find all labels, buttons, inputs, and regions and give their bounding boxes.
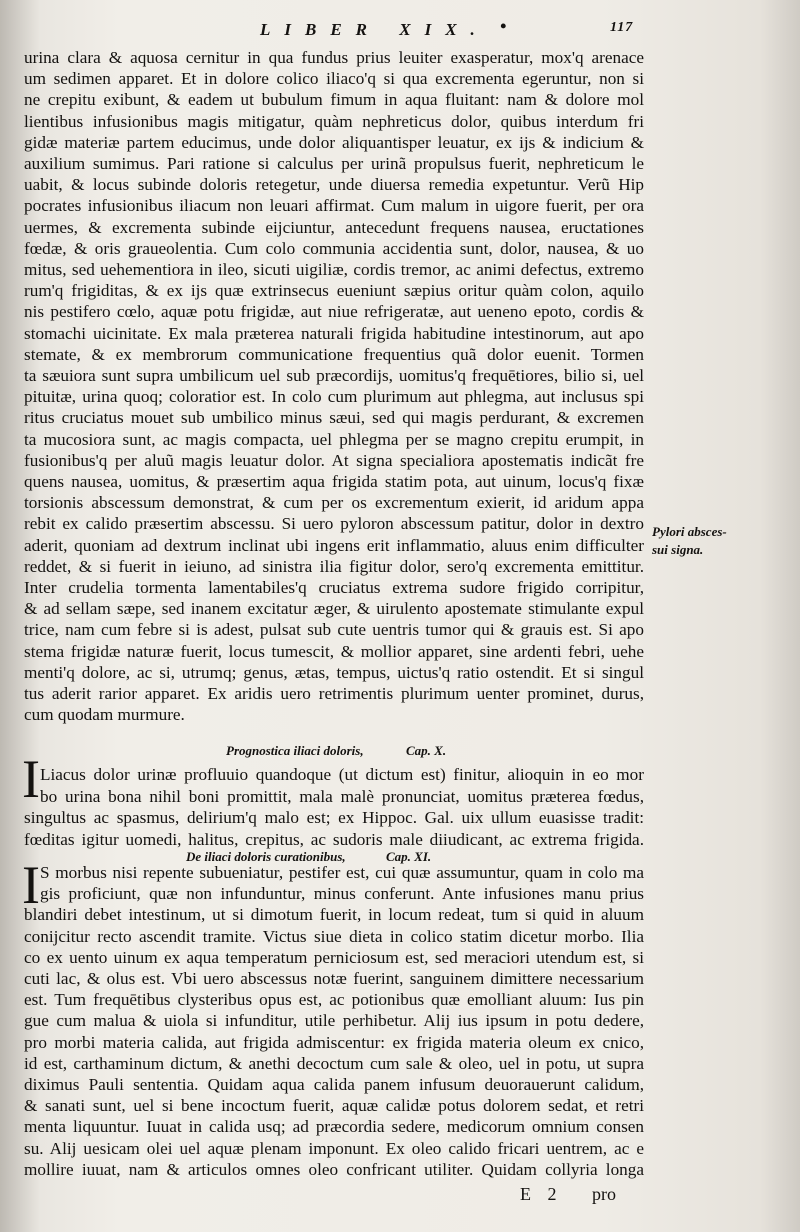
text-line: co ex uento uinum ex aqua temperatum perniciosum est, sed meraciori utendum est, si <box>24 947 644 967</box>
text-line: cum quodam murmure. <box>24 705 185 725</box>
chapter-11-title: De iliaci doloris curationibus, <box>186 849 346 864</box>
text-line: ritus cruciatus mouet sub umbilico minus sæui, sed qui magis perdurant, & excremen <box>24 408 644 428</box>
marginal-note <box>652 523 762 559</box>
text-line: menti'q dolore, ac si, utrumq; genus, ætas, tempus, uictus'q ratio ostendit. Et si singul <box>24 662 644 682</box>
chapter-11-number: Cap. XI. <box>386 849 432 864</box>
text-line: fœdæ, & oris graueolentia. Cum colo communia accidentia sunt, dolor, nausea, & uo <box>24 238 644 258</box>
text-line: S morbus nisi repente subueniatur, pestifer est, cui quæ assumuntur, quam in colo ma <box>40 863 644 882</box>
text-line: pro morbi materia calida, aut frigida admiscentur: ex frigida materia oleum ex cnico, <box>24 1032 644 1052</box>
text-line: stomachi uicinitate. Ex mala præterea naturali frigida habitudine intestinorum, aut apo <box>24 323 644 343</box>
text-line: id est, carthaminum dictum, & anethi decoctum cum sale & oleo, uel in potu, ut supra <box>24 1053 644 1073</box>
chapter-10-heading <box>226 743 526 759</box>
text-line: fusionibus'q per aluũ magis leuatur dolor. At signa specialiora apostematis indicãt fre <box>24 450 644 470</box>
text-line: torsionis abscessum demonstrat, & cum per os excrementum exierit, id aridum appa <box>24 493 644 513</box>
text-line: mollire iuuat, nam & articulos omnes oleo confricant utiliter. Quidam collyria longa <box>24 1159 644 1179</box>
text-line: bo urina bona nihil boni promittit, mala malè pronunciat, uomitus præterea fœdus, <box>40 786 644 806</box>
chapter-10-number: Cap. X. <box>406 743 447 758</box>
text-line: quens nausea, uomitus, & præsertim aqua frigida statim pota, aut uinum, locus'q fixæ <box>24 472 644 491</box>
text-line: uabit, & locus subinde doloris retegetur, unde diuersa remedia expetuntur. Verũ Hip <box>24 175 644 195</box>
text-line: stema frigidæ naturæ fuerit, locus tumescit, & mollior apparet, sine ardenti febri, uehe <box>24 641 644 661</box>
text-line: pituitæ, urina quoq; coloratior est. In colo cum plurimum aut phlegma, aut inclusus spi <box>24 387 644 407</box>
text-line: ne crepitu exibunt, & eadem ut bubulum fimum in aqua fluitant: nam & dolore mol <box>24 90 644 110</box>
text-line: lientibus infusionibus magis mitigatur, quàm nephreticus dolor, quibus interdum fri <box>24 111 644 131</box>
text-line: gue cum malua & uiola si infunditur, utile perhibetur. Alij ius ipsum in potu dedere, <box>24 1011 644 1031</box>
text-line: urina clara & aquosa cernitur in qua fundus prius leuiter exasperatur, mox'q arenace <box>24 48 644 67</box>
text-line: reddet, & si fuerit in ieiuno, ad sinistra ilia figitur dolor, sero'q excrementa emittitur. <box>24 556 644 576</box>
chapter-10-initial: I <box>22 749 40 809</box>
text-line: Inter crudelia tormenta lamentabiles'q cruciatus extrema sudore frigido corripitur, <box>24 578 644 597</box>
text-line: singultus ac spasmus, delirium'q malo est; ex Hippoc. Gal. uix ullum euasisse tradit: <box>24 808 644 827</box>
signature-mark: E 2 <box>520 1184 563 1204</box>
text-line: su. Alij uesicam olei uel aquæ plenam imponunt. Ex oleo calido fricari uentrem, ac e <box>24 1138 644 1158</box>
text-line: Liacus dolor urinæ profluuio quandoque (ut dictum est) finitur, alioquin in eo mor <box>40 765 644 784</box>
text-line: conijcitur recto ascendit tramite. Victus siue dieta in colico statim dicetur morbo. Ilia <box>24 926 644 946</box>
text-line: diximus Pauli sententia. Quidam aqua calida panem infusum deuorauerunt calidum, <box>24 1075 644 1094</box>
text-line: uermes, & excrementa subinde eijciuntur, antecedunt frequens nausea, eructationes <box>24 217 644 237</box>
chapter-11-initial: I <box>22 855 40 915</box>
text-line: ta sæuiora sunt supra umbilicum uel sub præcordijs, uomitus'q frequētiores, bilio si, uel <box>24 366 644 385</box>
text-line: rum'q frigiditas, & ex ijs quæ extrinsecus eueniunt sæpius oritur quàm colon, aquilo <box>24 281 644 301</box>
text-line: menta liquuntur. Iuuat in calida usq; ad præcordia sedere, medicorum omnium consen <box>24 1117 644 1137</box>
text-line: pocrates infusionibus iliacum non leuari affirmat. Cum malum in uigore fuerit, per ora <box>24 196 644 216</box>
marginal-note-line: sui signa. <box>652 542 704 557</box>
page-footer <box>0 1184 800 1214</box>
text-line: rebit ex calido præsertim abscessu. Si uero pyloron abscessum patitur, dolor in dextro <box>24 514 644 534</box>
header-dot: • <box>500 16 507 36</box>
text-line: um sedimen apparet. Et in dolore colico iliaco'q si qua excrementa egeruntur, non si <box>24 69 644 89</box>
text-line: ta mucosiora sunt, ac magis compacta, uel phlegma per se magno crepitu erumpit, in <box>24 429 644 449</box>
text-line: trice, nam cum febre si is adest, pulsat sub cute uentris tumor qui & grauis est. Si apo <box>24 620 644 640</box>
running-head <box>260 16 680 40</box>
text-line: est. Tum frequētibus clysteribus opus est, ac potionibus quæ emolliant aluum: Ius pin <box>24 990 644 1010</box>
catchword: pro <box>592 1184 616 1204</box>
text-line: gidæ materiæ partem educimus, unde dolor aliquantisper leuatur, ex ijs & indicium & <box>24 132 644 152</box>
text-line: & sanati sunt, uel si bene incoctum fuerit, aquæ calidæ potus dolorem sedat, et retri <box>24 1096 644 1116</box>
marginal-note-line: Pylori absces- <box>652 524 727 539</box>
text-line: aderit, quoniam ad dextrum inclinat ubi ingens erit inflammatio, aluus enim difficulter <box>24 535 644 555</box>
text-line: mitus, sed uehementiora in ileo, sicuti uigiliæ, cordis tremor, ac animi defectus, extremo <box>24 260 644 279</box>
text-line: nis pestifero cœlo, aquæ potu frigidæ, aut niue refrigeratæ, aut ueneno epoto, cordis & <box>24 302 644 322</box>
text-line: blandiri debet intestinum, ut si dimotum fuerit, in locum redeat, tum si quid in aluum <box>24 905 644 925</box>
text-line: & ad sellam sæpe, sed inanem excitatur æger, & uirulento apostemate stimulante expul <box>24 599 644 619</box>
text-line: tus aderit rarior apparet. Ex aridis uero retrimentis plurimum uenter prominet, durus, <box>24 684 644 703</box>
running-title: LIBER XIX. <box>260 20 489 39</box>
chapter-10-title: Prognostica iliaci doloris, <box>226 743 364 758</box>
text-line: fœditas igitur uomedi, halitus, crepitus, ac sudoris male diiudicant, ac extrema frigida. <box>24 829 644 849</box>
text-line: auxilium sumimus. Pari ratione si calculus per urinã propulsus fuerit, nephreticum le <box>24 154 644 173</box>
text-line: stemate, & ex membrorum communicatione frequentius quã dolor euenit. Tormen <box>24 344 644 364</box>
text-line: gis proficiunt, quæ non infunduntur, minus conferunt. Ante infusiones manu prius <box>40 884 644 904</box>
page-number: 117 <box>610 20 634 35</box>
text-line: cuti lac, & olus est. Vbi uero abscessus notæ fuerint, sanguinem dimittere necessarium <box>24 969 644 988</box>
